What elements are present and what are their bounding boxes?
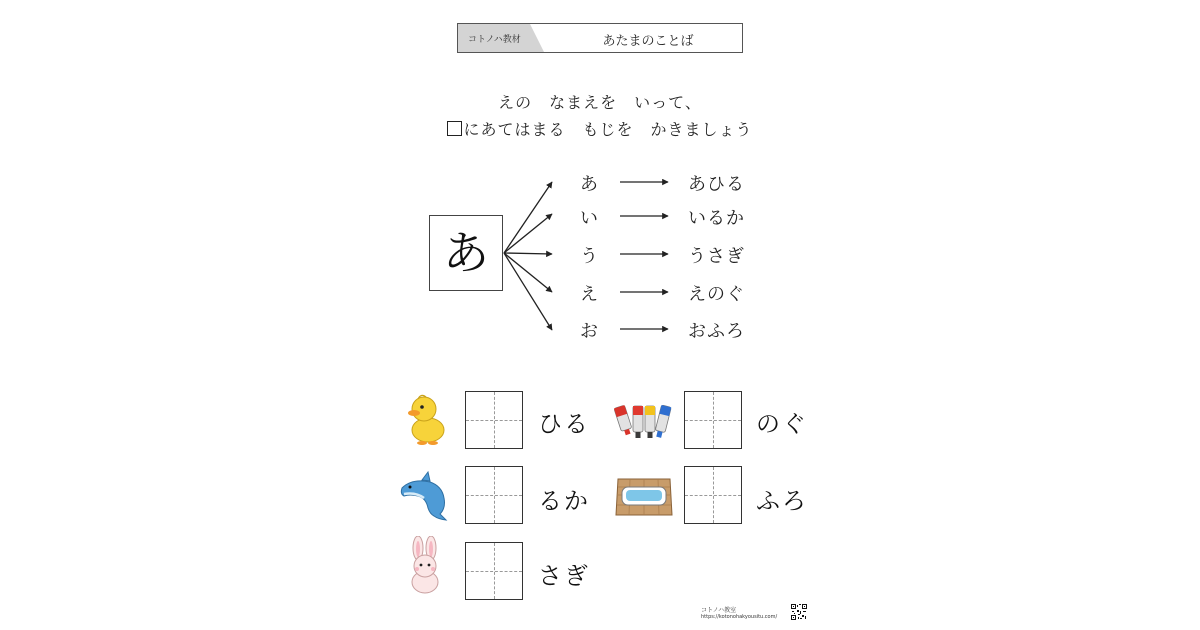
fan-arrow-i bbox=[504, 214, 552, 253]
instruction-line-2-text: にあてはまる もじを かきましょう bbox=[463, 120, 753, 139]
dolphin-icon bbox=[398, 470, 454, 524]
row-word-u: うさぎ bbox=[688, 246, 745, 267]
row-char-a: あ bbox=[580, 174, 598, 195]
row-char-o: お bbox=[580, 321, 598, 342]
writing-box-1[interactable] bbox=[465, 391, 523, 449]
row-char-u: う bbox=[580, 246, 598, 267]
footer-url[interactable]: https://kotonohakyousitu.com/ bbox=[701, 614, 778, 620]
duckling-icon bbox=[400, 390, 452, 448]
row-char-i: い bbox=[580, 208, 598, 229]
row-word-e: えのぐ bbox=[688, 284, 745, 305]
fan-arrow-o bbox=[504, 253, 552, 330]
writing-box-3[interactable] bbox=[465, 466, 523, 524]
row-char-e: え bbox=[580, 284, 598, 305]
worksheet-title: あたまのことば bbox=[602, 34, 694, 49]
instruction-line-1: えの なまえを いって、 bbox=[498, 93, 702, 112]
brand-label: コトノハ教材 bbox=[468, 35, 521, 45]
fan-arrow-u bbox=[504, 253, 552, 254]
bathtub-icon bbox=[614, 469, 674, 521]
exercise-word-4: ふろ bbox=[756, 487, 808, 515]
row-word-o: おふろ bbox=[688, 321, 745, 342]
writing-box-2[interactable] bbox=[684, 391, 742, 449]
writing-box-4[interactable] bbox=[684, 466, 742, 524]
writing-box-5[interactable] bbox=[465, 542, 523, 600]
exercise-word-2: のぐ bbox=[756, 410, 808, 438]
exercise-word-5: さぎ bbox=[538, 562, 590, 590]
exercise-word-3: るか bbox=[538, 487, 590, 515]
rabbit-icon bbox=[402, 536, 448, 596]
big-character: あ bbox=[443, 226, 489, 280]
big-character-box bbox=[429, 215, 503, 291]
footer-brand: コトノハ教室 bbox=[701, 607, 737, 614]
qr-code-icon bbox=[791, 604, 807, 620]
fan-arrow-a bbox=[504, 182, 552, 253]
row-word-a: あひる bbox=[688, 174, 745, 195]
paint-tubes-icon bbox=[614, 400, 674, 442]
fan-arrow-e bbox=[504, 253, 552, 292]
row-word-i: いるか bbox=[688, 208, 745, 229]
exercise-word-1: ひる bbox=[538, 410, 590, 438]
